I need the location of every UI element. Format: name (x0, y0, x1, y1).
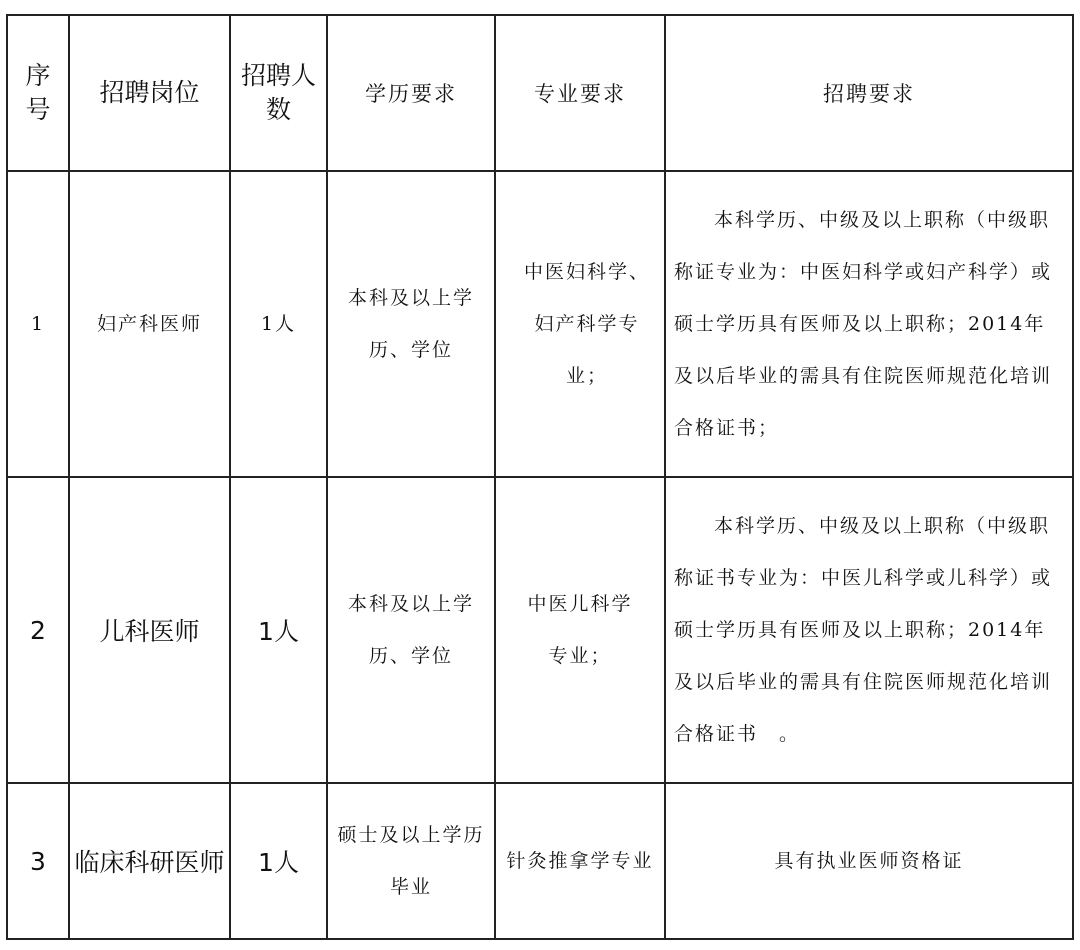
header-count: 招聘人数 (230, 15, 327, 171)
header-requirement: 招聘要求 (665, 15, 1073, 171)
header-education: 学历要求 (327, 15, 495, 171)
row-position: 临床科研医师 (69, 783, 230, 939)
row-requirement-cell (665, 477, 1073, 783)
row-count: 1人 (230, 783, 327, 939)
row-education: 硕士及以上学历毕业 (327, 783, 495, 939)
row-major: 针灸推拿学专业 (495, 783, 665, 939)
header-major: 专业要求 (495, 15, 665, 171)
row-education: 本科及以上学历、学位 (327, 477, 495, 783)
row-no: 2 (7, 477, 69, 783)
table-row (7, 477, 1073, 783)
row-position: 儿科医师 (69, 477, 230, 783)
table-header-row (7, 15, 1073, 171)
recruitment-table (6, 14, 1074, 940)
row-requirement: 具有执业医师资格证 (665, 783, 1073, 939)
row-major: 中医妇科学、妇产科学专业； (495, 171, 665, 477)
header-no: 序号 (7, 15, 69, 171)
row-count: 1人 (230, 171, 327, 477)
row-count: 1人 (230, 477, 327, 783)
row-education: 本科及以上学历、学位 (327, 171, 495, 477)
row-major: 中医儿科学专业； (495, 477, 665, 783)
table-row (7, 171, 1073, 477)
table-row (7, 783, 1073, 939)
row-requirement-cell (665, 171, 1073, 477)
row-requirement: 本科学历、中级及以上职称（中级职称证书专业为：中医儿科学或儿科学）或硕士学历具有医师及以上职称；2014年及以后毕业的需具有住院医师规范化培训合格证书 。 (674, 515, 1053, 745)
row-no: 3 (7, 783, 69, 939)
header-position: 招聘岗位 (69, 15, 230, 171)
row-no: 1 (7, 171, 69, 477)
row-position: 妇产科医师 (69, 171, 230, 477)
row-requirement: 本科学历、中级及以上职称（中级职称证专业为：中医妇科学或妇产科学）或硕士学历具有医师及以上职称；2014年及以后毕业的需具有住院医师规范化培训合格证书； (674, 209, 1053, 439)
